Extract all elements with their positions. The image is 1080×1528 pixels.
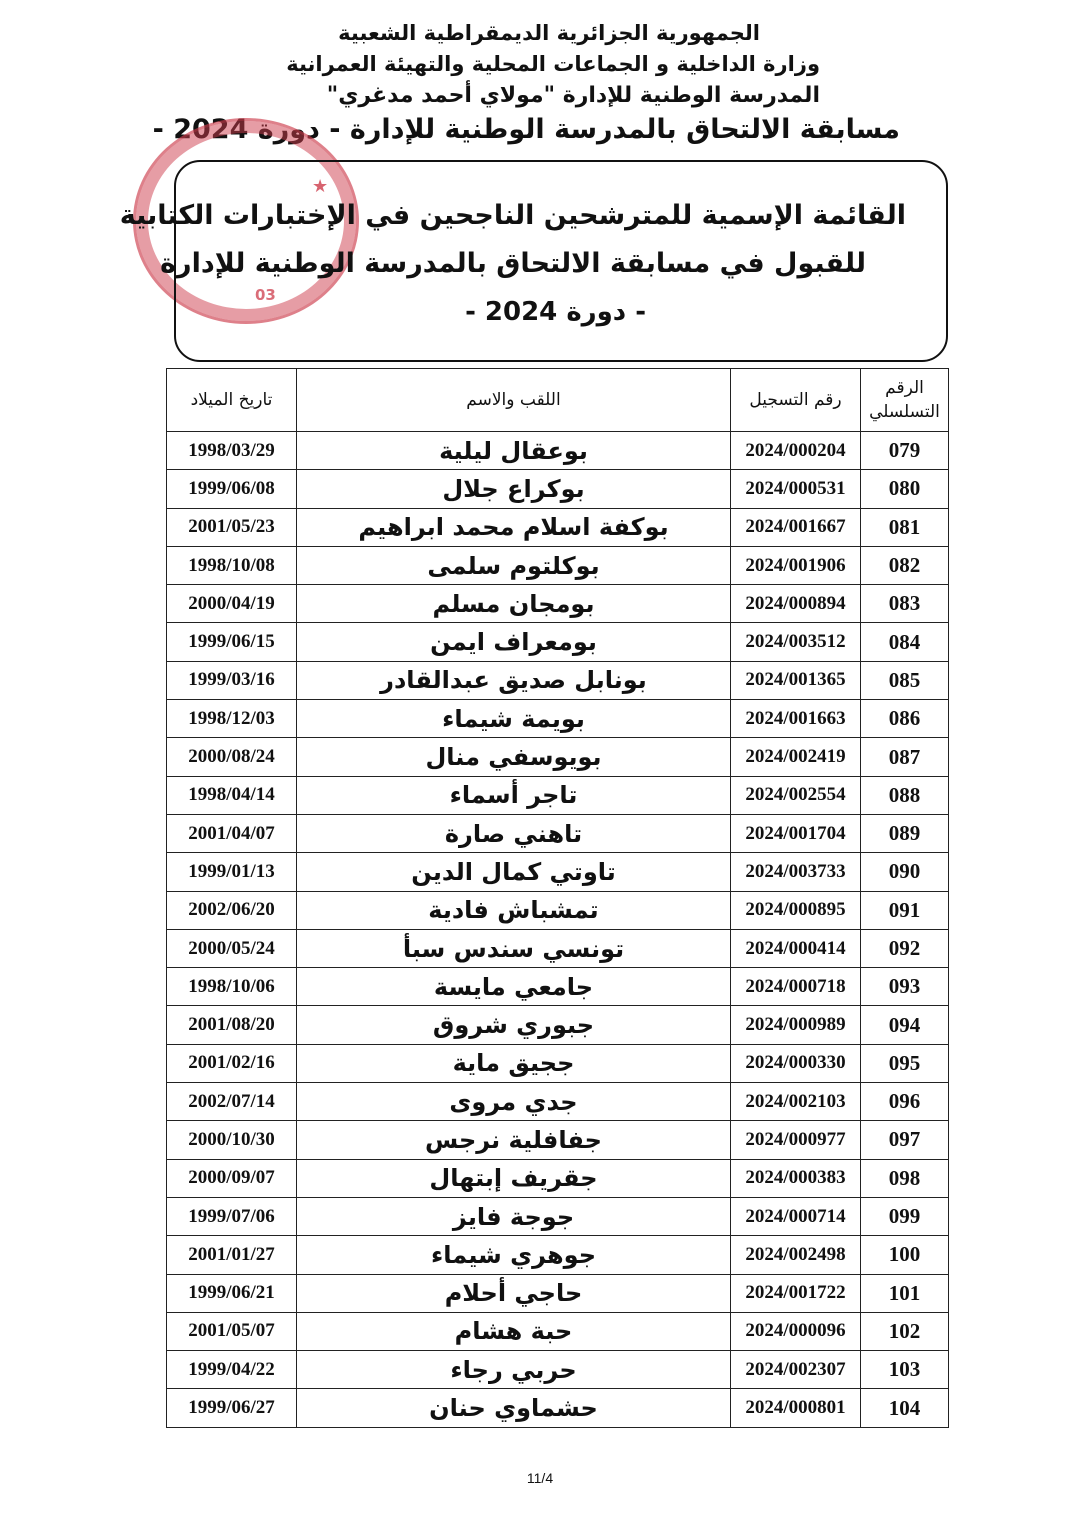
table-row — [167, 700, 949, 738]
table-row — [167, 929, 949, 967]
cell-reg: 2024/000895 — [731, 891, 861, 929]
table-row — [167, 1044, 949, 1082]
cell-name: تمشباش فادية — [297, 891, 731, 929]
cell-dob: 1998/10/08 — [167, 546, 297, 584]
cell-reg: 2024/001906 — [731, 546, 861, 584]
cell-dob: 2000/09/07 — [167, 1159, 297, 1197]
cell-name: بوكلتوم سلمى — [297, 546, 731, 584]
cell-reg: 2024/001722 — [731, 1274, 861, 1312]
cell-name: تاهني صارة — [297, 814, 731, 852]
cell-name: حاجي أحلام — [297, 1274, 731, 1312]
cell-name: حشماوي حنان — [297, 1389, 731, 1427]
cell-dob: 2001/05/23 — [167, 508, 297, 546]
table-row — [167, 1236, 949, 1274]
cell-dob: 1999/06/15 — [167, 623, 297, 661]
cell-seq: 103 — [861, 1351, 949, 1389]
cell-seq: 102 — [861, 1312, 949, 1350]
cell-name: حربي رجاء — [297, 1351, 731, 1389]
table-row — [167, 814, 949, 852]
cell-name: جقريف إبتهال — [297, 1159, 731, 1197]
cell-dob: 2002/06/20 — [167, 891, 297, 929]
cell-dob: 2001/05/07 — [167, 1312, 297, 1350]
cell-dob: 1999/07/06 — [167, 1197, 297, 1235]
school-line: المدرسة الوطنية للإدارة "مولاي أحمد مدغري" — [326, 83, 820, 108]
table-row — [167, 1389, 949, 1427]
cell-seq: 097 — [861, 1121, 949, 1159]
cell-seq: 083 — [861, 585, 949, 623]
cell-dob: 2001/02/16 — [167, 1044, 297, 1082]
cell-name: بوكراع جلال — [297, 470, 731, 508]
cell-name: تاوتي كمال الدين — [297, 853, 731, 891]
cell-dob: 2001/04/07 — [167, 814, 297, 852]
cell-seq: 089 — [861, 814, 949, 852]
cell-name: بوكفة اسلام محمد ابراهيم — [297, 508, 731, 546]
table-row — [167, 1274, 949, 1312]
header-seq: الرقم التسلسلي — [861, 369, 949, 432]
cell-name: بويمة شيماء — [297, 700, 731, 738]
table-row — [167, 891, 949, 929]
table-header-row — [167, 369, 949, 432]
cell-name: جفافلية نرجس — [297, 1121, 731, 1159]
table-row — [167, 1083, 949, 1121]
table-row — [167, 738, 949, 776]
cell-seq: 091 — [861, 891, 949, 929]
cell-seq: 082 — [861, 546, 949, 584]
cell-name: تاجر أسماء — [297, 776, 731, 814]
table-row — [167, 585, 949, 623]
table-row — [167, 470, 949, 508]
cell-reg: 2024/002554 — [731, 776, 861, 814]
cell-reg: 2024/001704 — [731, 814, 861, 852]
cell-dob: 1998/10/06 — [167, 968, 297, 1006]
cell-reg: 2024/000714 — [731, 1197, 861, 1235]
cell-dob: 1998/12/03 — [167, 700, 297, 738]
cell-dob: 1999/03/16 — [167, 661, 297, 699]
cell-dob: 2001/01/27 — [167, 1236, 297, 1274]
cell-seq: 100 — [861, 1236, 949, 1274]
cell-seq: 096 — [861, 1083, 949, 1121]
cell-name: ججيق ماية — [297, 1044, 731, 1082]
table-row — [167, 968, 949, 1006]
cell-seq: 093 — [861, 968, 949, 1006]
cell-name: بونابل صديق عبدالقادر — [297, 661, 731, 699]
header-reg: رقم التسجيل — [731, 369, 861, 432]
cell-seq: 094 — [861, 1006, 949, 1044]
cell-dob: 2000/10/30 — [167, 1121, 297, 1159]
cell-name: حبة هشام — [297, 1312, 731, 1350]
cell-dob: 2000/08/24 — [167, 738, 297, 776]
cell-seq: 087 — [861, 738, 949, 776]
cell-dob: 1999/06/08 — [167, 470, 297, 508]
cell-seq: 086 — [861, 700, 949, 738]
cell-seq: 098 — [861, 1159, 949, 1197]
cell-dob: 1998/04/14 — [167, 776, 297, 814]
cell-dob: 2000/04/19 — [167, 585, 297, 623]
cell-seq: 085 — [861, 661, 949, 699]
page-number: 11/4 — [526, 1470, 554, 1486]
cell-reg: 2024/000718 — [731, 968, 861, 1006]
table-row — [167, 853, 949, 891]
cell-name: بومجان مسلم — [297, 585, 731, 623]
ministry-line: وزارة الداخلية و الجماعات المحلية والتهيئة العمرانية — [286, 52, 820, 76]
cell-reg: 2024/001365 — [731, 661, 861, 699]
cell-name: جوهري شيماء — [297, 1236, 731, 1274]
cell-seq: 080 — [861, 470, 949, 508]
cell-dob: 1998/03/29 — [167, 432, 297, 470]
cell-reg: 2024/003512 — [731, 623, 861, 661]
cell-reg: 2024/002103 — [731, 1083, 861, 1121]
table-row — [167, 508, 949, 546]
cell-seq: 104 — [861, 1389, 949, 1427]
table-row — [167, 432, 949, 470]
header-dob: تاريخ الميلاد — [167, 369, 297, 432]
cell-name: بويوسفي منال — [297, 738, 731, 776]
header-name: اللقب والاسم — [297, 369, 731, 432]
cell-dob: 2000/05/24 — [167, 929, 297, 967]
table-row — [167, 546, 949, 584]
cell-reg: 2024/000894 — [731, 585, 861, 623]
cell-reg: 2024/001667 — [731, 508, 861, 546]
cell-reg: 2024/001663 — [731, 700, 861, 738]
table-row — [167, 661, 949, 699]
table-row — [167, 776, 949, 814]
cell-seq: 084 — [861, 623, 949, 661]
cell-reg: 2024/000330 — [731, 1044, 861, 1082]
cell-reg: 2024/000204 — [731, 432, 861, 470]
table-row — [167, 1351, 949, 1389]
cell-name: جدي مروى — [297, 1083, 731, 1121]
cell-reg: 2024/002498 — [731, 1236, 861, 1274]
cell-name: بومعراف ايمن — [297, 623, 731, 661]
stamp-number: 03 — [255, 286, 276, 304]
cell-reg: 2024/000414 — [731, 929, 861, 967]
cell-seq: 092 — [861, 929, 949, 967]
cell-dob: 2001/08/20 — [167, 1006, 297, 1044]
cell-reg: 2024/000096 — [731, 1312, 861, 1350]
title-line-1: القائمة الإسمية للمترشحين الناجحين في الإختبارات الكتابية — [119, 200, 906, 231]
cell-dob: 1999/06/27 — [167, 1389, 297, 1427]
title-box — [119, 160, 948, 362]
table-row — [167, 1312, 949, 1350]
cell-reg: 2024/002419 — [731, 738, 861, 776]
cell-name: جوجة فايز — [297, 1197, 731, 1235]
title-line-3: - دورة 2024 - — [465, 297, 646, 327]
cell-seq: 095 — [861, 1044, 949, 1082]
cell-reg: 2024/002307 — [731, 1351, 861, 1389]
republic-line: الجمهورية الجزائرية الديمقراطية الشعبية — [338, 21, 760, 45]
cell-seq: 088 — [861, 776, 949, 814]
cell-dob: 1999/04/22 — [167, 1351, 297, 1389]
cell-reg: 2024/000801 — [731, 1389, 861, 1427]
cell-dob: 2002/07/14 — [167, 1083, 297, 1121]
stamp-star-icon: ★ — [312, 176, 329, 197]
cell-reg: 2024/000383 — [731, 1159, 861, 1197]
contest-line: مسابقة الالتحاق بالمدرسة الوطنية للإدارة - دورة 2024 - — [152, 114, 900, 145]
cell-reg: 2024/000977 — [731, 1121, 861, 1159]
cell-name: جبوري شروق — [297, 1006, 731, 1044]
cell-name: تونسي سندس سبأ — [297, 929, 731, 967]
title-line-2: للقبول في مسابقة الالتحاق بالمدرسة الوطنية للإدارة — [160, 248, 866, 279]
cell-dob: 1999/01/13 — [167, 853, 297, 891]
cell-name: جامعي مايسة — [297, 968, 731, 1006]
cell-seq: 081 — [861, 508, 949, 546]
table-row — [167, 1197, 949, 1235]
cell-reg: 2024/000531 — [731, 470, 861, 508]
cell-dob: 1999/06/21 — [167, 1274, 297, 1312]
cell-reg: 2024/003733 — [731, 853, 861, 891]
table-row — [167, 623, 949, 661]
candidates-table — [166, 368, 949, 1428]
cell-name: بوعقال ليلية — [297, 432, 731, 470]
cell-seq: 101 — [861, 1274, 949, 1312]
cell-seq: 099 — [861, 1197, 949, 1235]
table-row — [167, 1121, 949, 1159]
cell-seq: 079 — [861, 432, 949, 470]
cell-seq: 090 — [861, 853, 949, 891]
cell-reg: 2024/000989 — [731, 1006, 861, 1044]
table-row — [167, 1006, 949, 1044]
table-row — [167, 1159, 949, 1197]
